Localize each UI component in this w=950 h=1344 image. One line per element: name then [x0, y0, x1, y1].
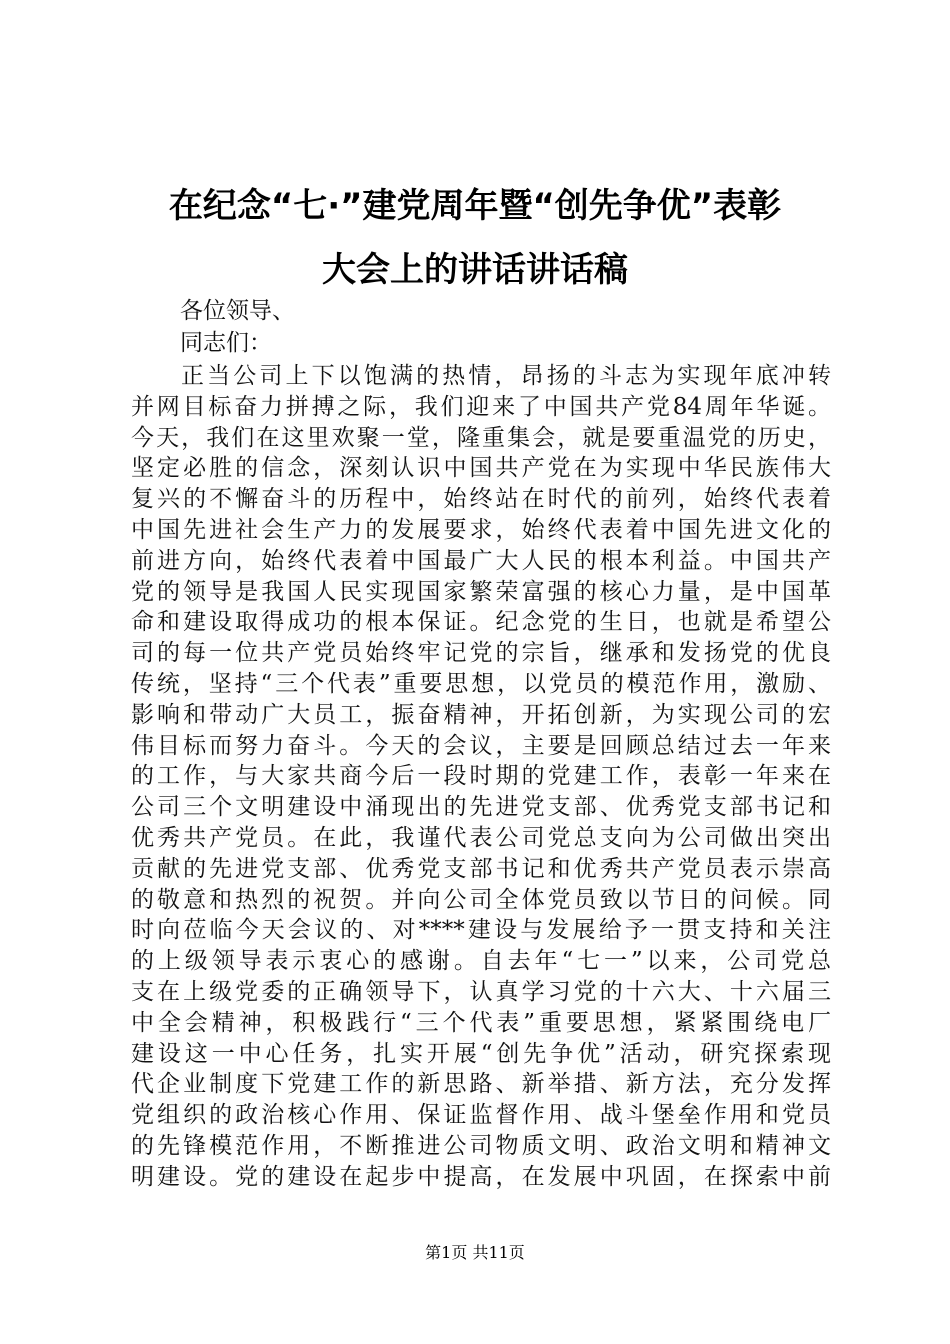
body-line: 公司三个文明建设中涌现出的先进党支部、优秀党支部书记和 [131, 794, 831, 821]
body-line: 并网目标奋力拼搏之际，我们迎来了中国共产党84周年华诞。 [131, 393, 831, 420]
body-line: 影响和带动广大员工，振奋精神，开拓创新，为实现公司的宏 [131, 701, 831, 728]
salutation-line-2: 同志们： [180, 330, 272, 356]
body-line: 伟目标而努力奋斗。今天的会议，主要是回顾总结过去一年来 [131, 732, 831, 759]
speech-body [131, 361, 831, 1193]
body-line: 坚定必胜的信念，深刻认识中国共产党在为实现中华民族伟大 [131, 455, 831, 482]
body-line: 时向莅临今天会议的、对****建设与发展给予一贯支持和关注 [131, 917, 831, 944]
body-line: 传统，坚持“三个代表”重要思想，以党员的模范作用，激励、 [131, 670, 831, 697]
body-line: 党的领导是我国人民实现国家繁荣富强的核心力量，是中国革 [131, 578, 831, 605]
body-line: 前进方向，始终代表着中国最广大人民的根本利益。中国共产 [131, 547, 831, 574]
body-line: 优秀共产党员。在此，我谨代表公司党总支向为公司做出突出 [131, 824, 831, 851]
body-line: 建设这一中心任务，扎实开展“创先争优”活动，研究探索现 [131, 1040, 831, 1067]
body-line: 代企业制度下党建工作的新思路、新举措、新方法，充分发挥 [131, 1071, 831, 1098]
body-line: 的先锋模范作用，不断推进公司物质文明、政治文明和精神文 [131, 1132, 831, 1159]
body-line: 复兴的不懈奋斗的历程中，始终站在时代的前列，始终代表着 [131, 486, 831, 513]
document-title-line-1: 在纪念“七·”建党周年暨“创先争优”表彰 [168, 186, 782, 226]
body-line: 今天，我们在这里欢聚一堂，隆重集会，就是要重温党的历史， [131, 424, 831, 451]
body-line: 党组织的政治核心作用、保证监督作用、战斗堡垒作用和党员 [131, 1102, 831, 1129]
page-footer: 第1页 共11页 [425, 1243, 525, 1262]
body-line: 的工作，与大家共商今后一段时期的党建工作，表彰一年来在 [131, 763, 831, 790]
body-line: 中国先进社会生产力的发展要求，始终代表着中国先进文化的 [131, 516, 831, 543]
body-line: 的上级领导表示衷心的感谢。自去年“七一”以来，公司党总 [131, 948, 831, 975]
salutation-line-1: 各位领导、 [180, 298, 295, 324]
body-line: 司的每一位共产党员始终牢记党的宗旨，继承和发扬党的优良 [131, 640, 831, 667]
body-line: 中全会精神，积极践行“三个代表”重要思想，紧紧围绕电厂 [131, 1009, 831, 1036]
body-line: 命和建设取得成功的根本保证。纪念党的生日，也就是希望公 [131, 609, 831, 636]
body-line: 贡献的先进党支部、优秀党支部书记和优秀共产党员表示崇高 [131, 855, 831, 882]
body-line: 正当公司上下以饱满的热情，昂扬的斗志为实现年底冲转 [181, 363, 831, 389]
body-line: 支在上级党委的正确领导下，认真学习党的十六大、十六届三 [131, 978, 831, 1005]
body-line: 的敬意和热烈的祝贺。并向公司全体党员致以节日的问候。同 [131, 886, 831, 913]
body-line: 明建设。党的建设在起步中提高，在发展中巩固，在探索中前 [131, 1163, 831, 1190]
document-title-line-2: 大会上的讲话讲话稿 [322, 250, 628, 290]
